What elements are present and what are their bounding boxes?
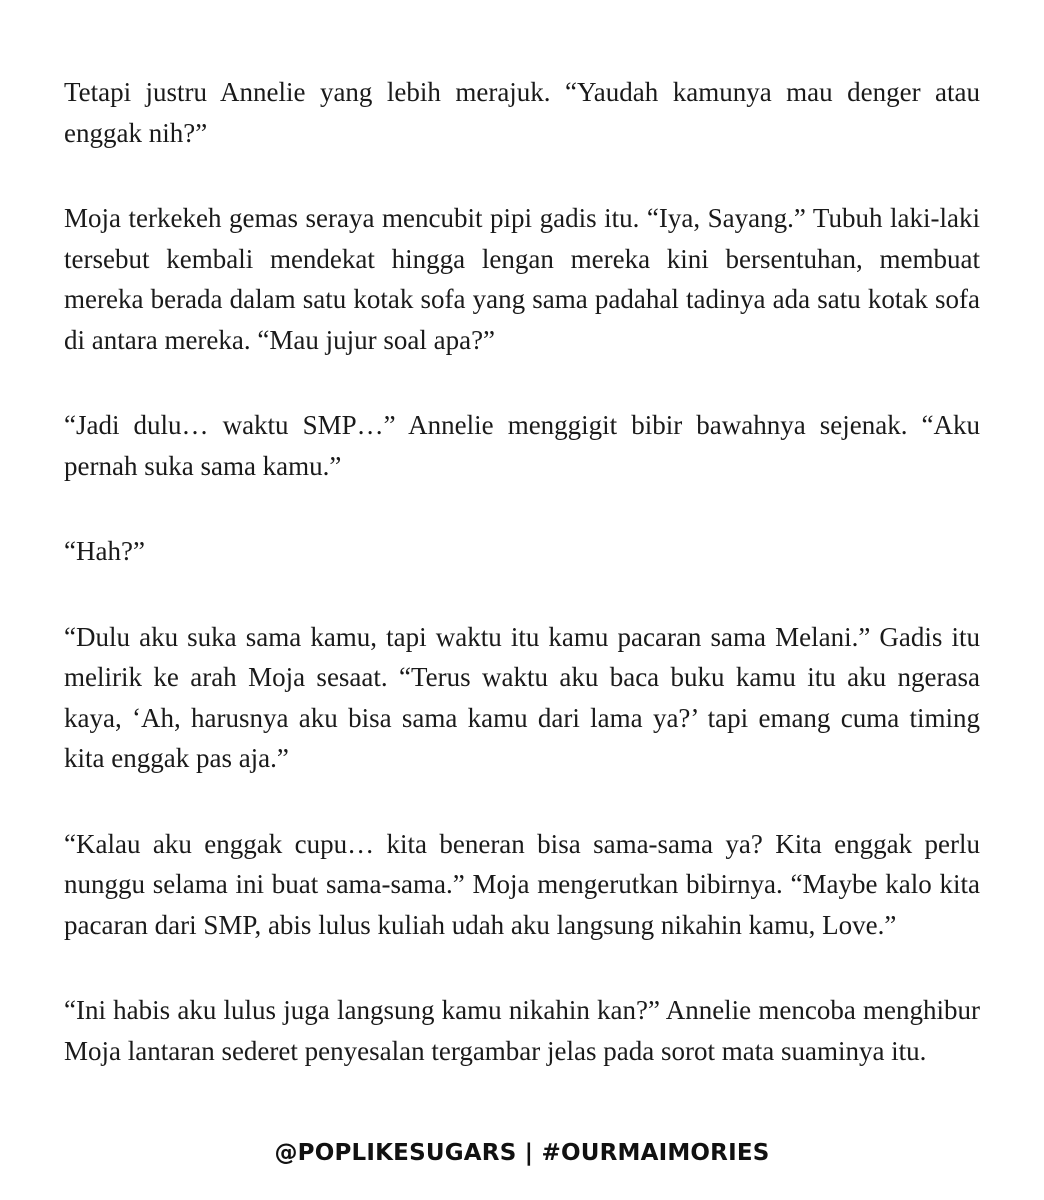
story-text [64,72,980,1116]
paragraph: “Ini habis aku lulus juga langsung kamu nikahin kan?” Annelie mencoba menghibur Moja lantaran sederet penyesalan tergambar jelas pada sorot mata suaminya itu. [64,995,980,1066]
paragraph: “Jadi dulu… waktu SMP…” Annelie menggigit bibir bawahnya sejenak. “Aku pernah suka sama kamu.” [64,410,980,481]
paragraph: Tetapi justru Annelie yang lebih merajuk. “Yaudah kamunya mau denger atau enggak nih?” [64,77,980,148]
paragraph: Moja terkekeh gemas seraya mencubit pipi gadis itu. “Iya, Sayang.” Tubuh laki-laki tersebut kembali mendekat hingga lengan mereka kini bersentuhan, membuat mereka berada dalam satu kotak sofa yang sama padahal tadinya ada satu kotak sofa di antara mereka. “Mau jujur soal apa?” [64,203,980,355]
paragraph: “Dulu aku suka sama kamu, tapi waktu itu kamu pacaran sama Melani.” Gadis itu melirik ke arah Moja sesaat. “Terus waktu aku baca buku kamu itu aku ngerasa kaya, ‘Ah, harusnya aku bisa sama kamu dari lama ya?’ tapi emang cuma timing kita enggak pas aja.” [64,621,980,773]
paragraph: “Kalau aku enggak cupu… kita beneran bisa sama-sama ya? Kita enggak perlu nunggu selama ini buat sama-sama.” Moja mengerutkan bibirnya. “Maybe kalo kita pacaran dari SMP, abis lulus kuliah udah aku langsung nikahin kamu, Love.” [64,828,980,940]
footer-credit: @POPLIKESUGARS | #OURMAIMORIES [274,1140,770,1166]
paragraph: “Hah?” [64,536,145,566]
